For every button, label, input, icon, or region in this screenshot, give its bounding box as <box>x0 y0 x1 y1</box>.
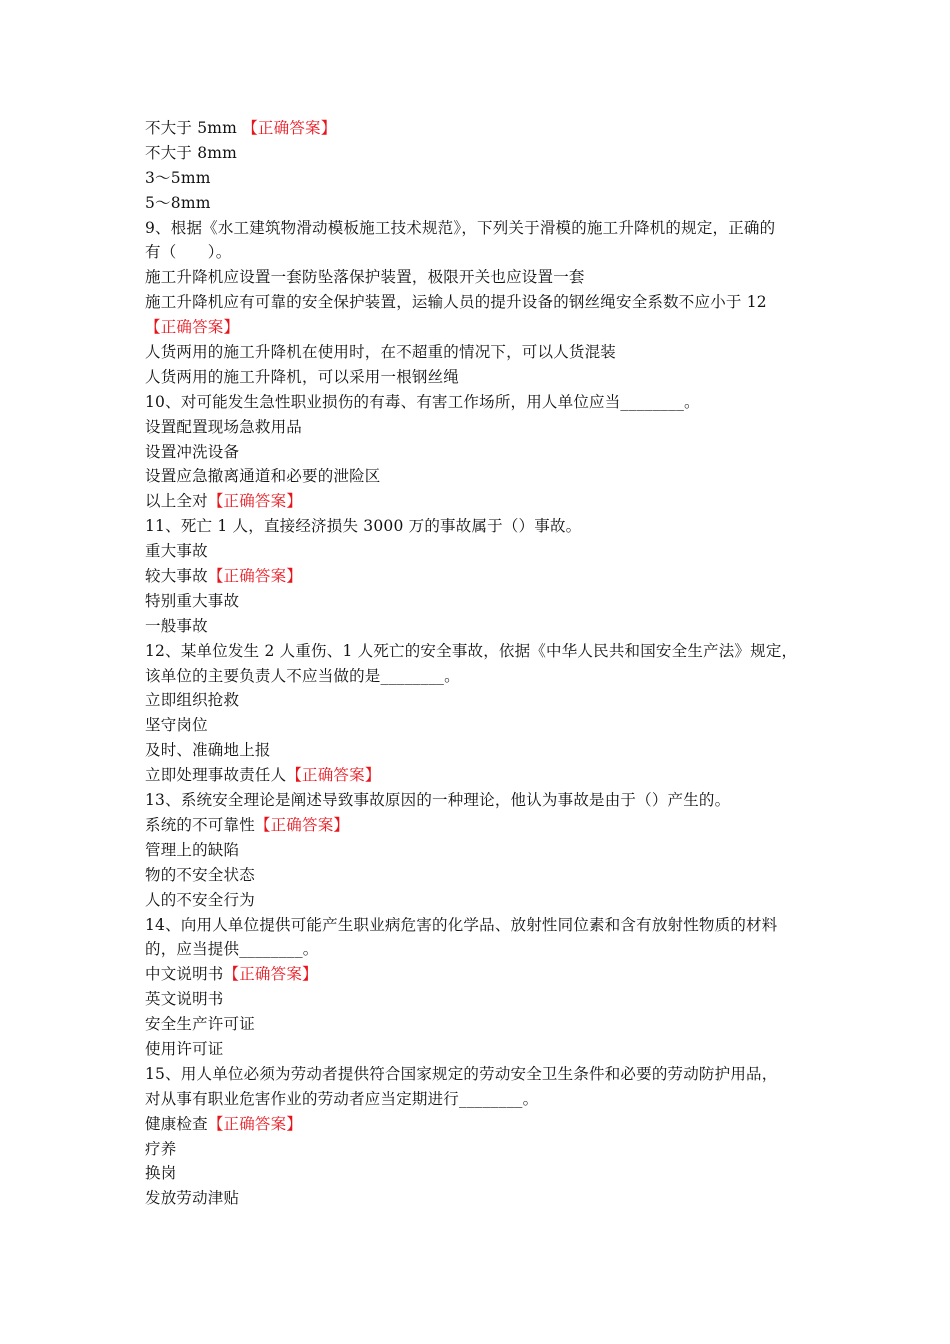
line-text: 施工升降机应设置一套防坠落保护装置，极限开关也应设置一套 <box>145 268 585 287</box>
line-text: 对从事有职业危害作业的劳动者应当定期进行________。 <box>145 1089 539 1108</box>
line-text: 安全生产许可证 <box>145 1015 255 1034</box>
text-line <box>145 1087 815 1112</box>
line-text: 该单位的主要负责人不应当做的是________。 <box>145 666 460 685</box>
line-text: 的，应当提供________。 <box>145 940 319 959</box>
line-text: 13、系统安全理论是阐述导致事故原因的一种理论，他认为事故是由于（）产生的。 <box>145 791 731 810</box>
text-line <box>145 888 815 913</box>
correct-answer-mark: 【正确答案】 <box>242 119 337 137</box>
line-text: 有（ ）。 <box>145 243 232 262</box>
text-line <box>145 838 815 863</box>
line-text: 立即处理事故责任人 <box>145 766 287 785</box>
text-line <box>145 539 815 564</box>
text-line <box>145 390 815 415</box>
line-text: 及时、准确地上报 <box>145 741 271 760</box>
text-line <box>145 863 815 888</box>
text-line <box>145 937 815 962</box>
text-line <box>145 589 815 614</box>
line-text: 设置配置现场急救用品 <box>145 417 303 436</box>
correct-answer-mark: 【正确答案】 <box>207 1114 303 1133</box>
correct-answer-mark: 【正确答案】 <box>254 815 350 834</box>
text-line <box>145 688 815 713</box>
answer-line <box>145 489 815 514</box>
text-line <box>145 365 815 390</box>
text-line <box>145 514 815 539</box>
correct-answer-mark: 【正确答案】 <box>286 766 381 785</box>
text-line <box>145 738 815 763</box>
line-text: 10、对可能发生急性职业损伤的有毒、有害工作场所，用人单位应当________。 <box>145 392 700 411</box>
text-line <box>145 1186 815 1211</box>
line-text: 11、死亡 1 人，直接经济损失 3000 万的事故属于（）事故。 <box>145 517 582 536</box>
answer-line <box>145 1112 815 1137</box>
text-line <box>145 464 815 489</box>
line-text: 发放劳动津贴 <box>145 1189 240 1208</box>
answer-line <box>145 763 815 788</box>
line-text: 换岗 <box>145 1164 177 1183</box>
text-line <box>145 1037 815 1062</box>
line-text: 使用许可证 <box>145 1039 224 1058</box>
answer-line <box>145 813 815 838</box>
line-text: 立即组织抢救 <box>145 691 240 710</box>
document-page <box>145 116 815 1211</box>
line-text: 坚守岗位 <box>145 716 208 735</box>
text-line <box>145 913 815 938</box>
line-text: 中文说明书 <box>145 965 224 984</box>
text-line <box>145 788 815 813</box>
line-text: 9、根据《水工建筑物滑动模板施工技术规范》，下列关于滑模的施工升降机的规定，正确的 <box>145 218 776 237</box>
text-line <box>145 664 815 689</box>
line-text: 管理上的缺陷 <box>145 840 240 859</box>
text-line <box>145 1161 815 1186</box>
text-line <box>145 290 815 315</box>
line-text: 15、用人单位必须为劳动者提供符合国家规定的劳动安全卫生条件和必要的劳动防护用品， <box>145 1064 778 1083</box>
text-line <box>145 1137 815 1162</box>
answer-line <box>145 962 815 987</box>
text-line <box>145 265 815 290</box>
line-text: 设置冲洗设备 <box>145 442 240 461</box>
correct-answer-mark: 【正确答案】 <box>145 318 240 337</box>
line-text: 系统的不可靠性 <box>145 815 255 834</box>
line-text: 重大事故 <box>145 542 208 561</box>
text-line <box>145 1062 815 1087</box>
line-text: 疗养 <box>145 1139 177 1158</box>
line-text: 以上全对 <box>145 492 208 511</box>
line-text: 5～8mm <box>145 193 211 212</box>
line-text: 特别重大事故 <box>145 591 240 610</box>
answer-line <box>145 315 815 340</box>
text-line <box>145 614 815 639</box>
text-line <box>145 440 815 465</box>
text-line <box>145 987 815 1012</box>
line-text: 人的不安全行为 <box>145 890 255 909</box>
line-text: 一般事故 <box>145 616 208 635</box>
text-line <box>145 240 815 265</box>
text-line <box>145 216 815 241</box>
line-text: 不大于 8mm <box>145 143 238 162</box>
text-line <box>145 191 815 216</box>
correct-answer-mark: 【正确答案】 <box>207 567 303 586</box>
correct-answer-mark: 【正确答案】 <box>207 492 303 511</box>
answer-line <box>145 564 815 589</box>
correct-answer-mark: 【正确答案】 <box>223 965 318 984</box>
text-line <box>145 340 815 365</box>
line-text: 不大于 5mm <box>145 119 243 137</box>
text-line <box>145 415 815 440</box>
answer-line <box>145 116 815 141</box>
text-line <box>145 166 815 191</box>
text-line <box>145 141 815 166</box>
line-text: 3～5mm <box>145 168 211 187</box>
text-line <box>145 639 815 664</box>
line-text: 设置应急撤离通道和必要的泄险区 <box>145 467 381 486</box>
line-text: 施工升降机应有可靠的安全保护装置，运输人员的提升设备的钢丝绳安全系数不应小于 12 <box>145 293 767 312</box>
line-text: 14、向用人单位提供可能产生职业病危害的化学品、放射性同位素和含有放射性物质的材料 <box>145 915 778 934</box>
text-line <box>145 1012 815 1037</box>
line-text: 人货两用的施工升降机，可以采用一根钢丝绳 <box>145 367 460 386</box>
line-text: 人货两用的施工升降机在使用时，在不超重的情况下，可以人货混装 <box>145 343 617 362</box>
line-text: 英文说明书 <box>145 990 224 1009</box>
line-text: 物的不安全状态 <box>145 865 255 884</box>
text-line <box>145 713 815 738</box>
line-text: 12、某单位发生 2 人重伤、1 人死亡的安全事故，依据《中华人民共和国安全生产法》规定， <box>145 641 798 660</box>
line-text: 较大事故 <box>145 567 208 586</box>
line-text: 健康检查 <box>145 1114 208 1133</box>
